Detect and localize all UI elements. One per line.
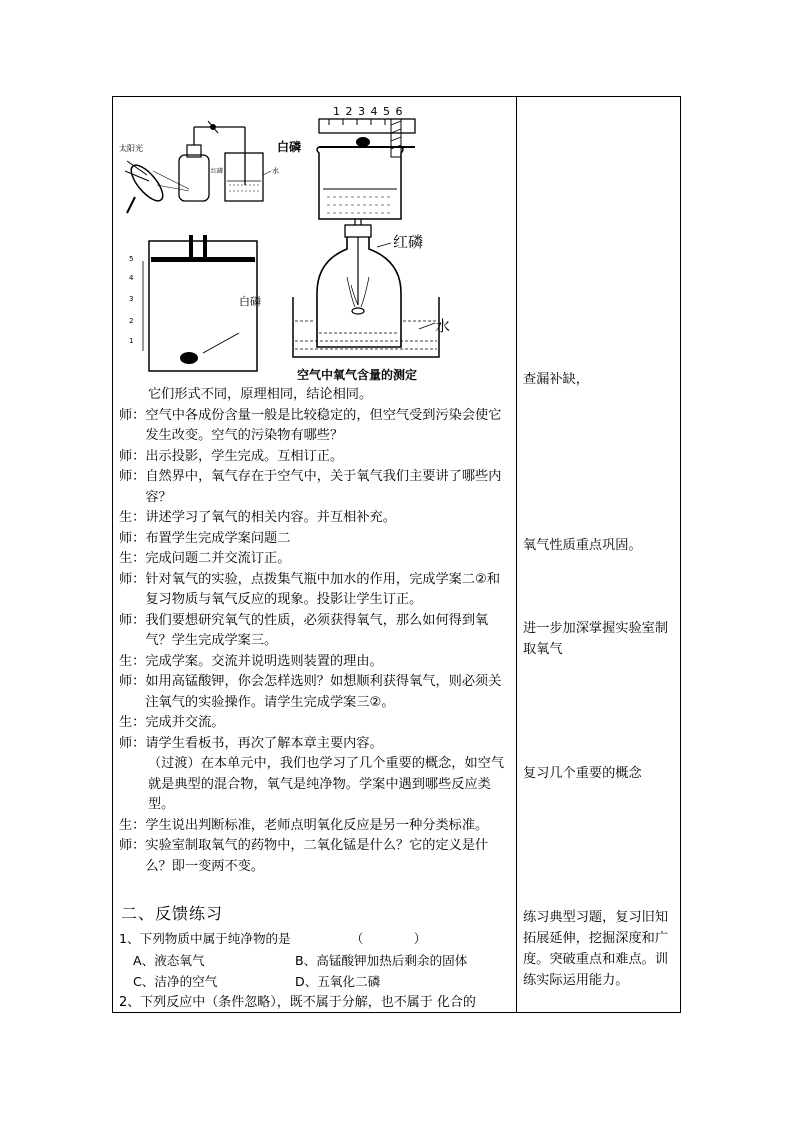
line-15: 师： 实验室制取氧气的药物中，二氧化锰是什么？它的定义是什么？即一变两不变。 — [119, 838, 489, 874]
figure-oxygen-content — [289, 217, 469, 389]
note-oxygen-properties: 氧气性质重点巩固。 — [523, 538, 642, 553]
line-12: 师： 请学生看板书，再次了解本章主要内容。 — [119, 735, 383, 751]
q1-option-b: B、高锰酸钾加热后剩余的固体 — [295, 953, 468, 968]
lesson-table — [112, 96, 681, 1013]
line-7: 师： 针对氧气的实验，点拨集气瓶中加水的作用，完成学案二②和复习物质与氧气反应的现象。投影让学生订正。 — [119, 571, 501, 607]
sunlight-label: 太阳光 — [119, 144, 143, 153]
line-0: 它们形式不同，原理相同，结论相同。 — [148, 387, 373, 402]
line-11: 生： 完成并交流。 — [119, 715, 225, 730]
q1-answer-paren: （ ） — [350, 931, 427, 946]
dialogue-block — [119, 385, 511, 877]
section-title: 二、反馈练习 — [121, 904, 224, 923]
tick-2: 2 — [129, 317, 134, 325]
red-p-label-1: 红磷 — [211, 168, 224, 175]
q1-option-c: C、洁净的空气 — [133, 974, 218, 989]
note-review-concepts: 复习几个重要的概念 — [523, 766, 642, 781]
q1-option-a: A、液态氧气 — [133, 953, 205, 968]
line-13: （过渡）在本单元中，我们也学习了几个重要的概念，如空气就是典型的混合物，氧气是纯净物。学案中遇到哪些反应类型。 — [148, 756, 505, 812]
water-label-1: 水 — [272, 167, 279, 175]
line-9: 生： 完成学案。交流并说明选则装置的理由。 — [119, 653, 383, 669]
tick-5: 5 — [129, 255, 134, 263]
note-practice: 练习典型习题，复习旧知拓展延伸，挖掘深度和广度。突破重点和难点。训练实际运用能力。 — [523, 910, 669, 988]
line-4: 生： 讲述学习了氧气的相关内容。并互相补充。 — [119, 510, 396, 525]
figure-caption: 空气中氧气含量的测定 — [297, 368, 418, 382]
tick-4: 4 — [129, 274, 134, 282]
line-14: 生： 学生说出判断标准，老师点明氧化反应是另一种分类标准。 — [119, 817, 489, 833]
q2-stem: 2、下列反应中（条件忽略），既不属于分解，也不属于 化合的 — [119, 995, 476, 1010]
teaching-process-cell — [113, 97, 516, 1012]
red-p-label-2: 红磷 — [393, 233, 424, 251]
line-8: 师： 我们要想研究氧气的性质，必须获得氧气，那么如何得到氧气？学生完成学案三。 — [119, 612, 489, 648]
line-6: 生： 完成问题二并交流订正。 — [119, 551, 291, 566]
figure-white-p-beaker — [275, 103, 425, 225]
note-check-gaps: 查漏补缺， — [523, 372, 589, 387]
line-2: 师： 出示投影，学生完成。互相订正。 — [119, 448, 344, 464]
line-3: 师： 自然界中，氧气存在于空气中，关于氧气我们主要讲了哪些内容？ — [119, 469, 502, 505]
scale-label: 1 2 3 4 5 6 — [333, 105, 404, 118]
tick-3: 3 — [129, 295, 134, 303]
white-p-label-1: 白磷 — [277, 140, 302, 154]
design-intent-cell — [517, 97, 680, 1012]
q1-stem: 1、下列物质中属于纯净物的是 （ ） — [119, 931, 427, 946]
line-5: 师： 布置学生完成学案问题二 — [119, 530, 291, 546]
q1-option-d: D、五氧化二磷 — [295, 974, 381, 989]
water-label-2: 水 — [435, 317, 451, 335]
white-p-label-2: 白磷 — [239, 295, 261, 308]
figure-piston-cylinder — [119, 231, 269, 379]
tick-1: 1 — [129, 337, 134, 345]
note-oxygen-preparation: 进一步加深掌握实验室制取氧气 — [523, 621, 669, 657]
line-10: 师： 如用高锰酸钾，你会怎样选则？如想顺利获得氧气，则必须关注氧气的实验操作。请学生完成学案三②。 — [119, 674, 502, 710]
figure-sunlight-apparatus — [117, 105, 287, 217]
line-1: 师： 空气中各成份含量一般是比较稳定的，但空气受到污染会使它发生改变。空气的污染物有哪些？ — [119, 407, 502, 443]
